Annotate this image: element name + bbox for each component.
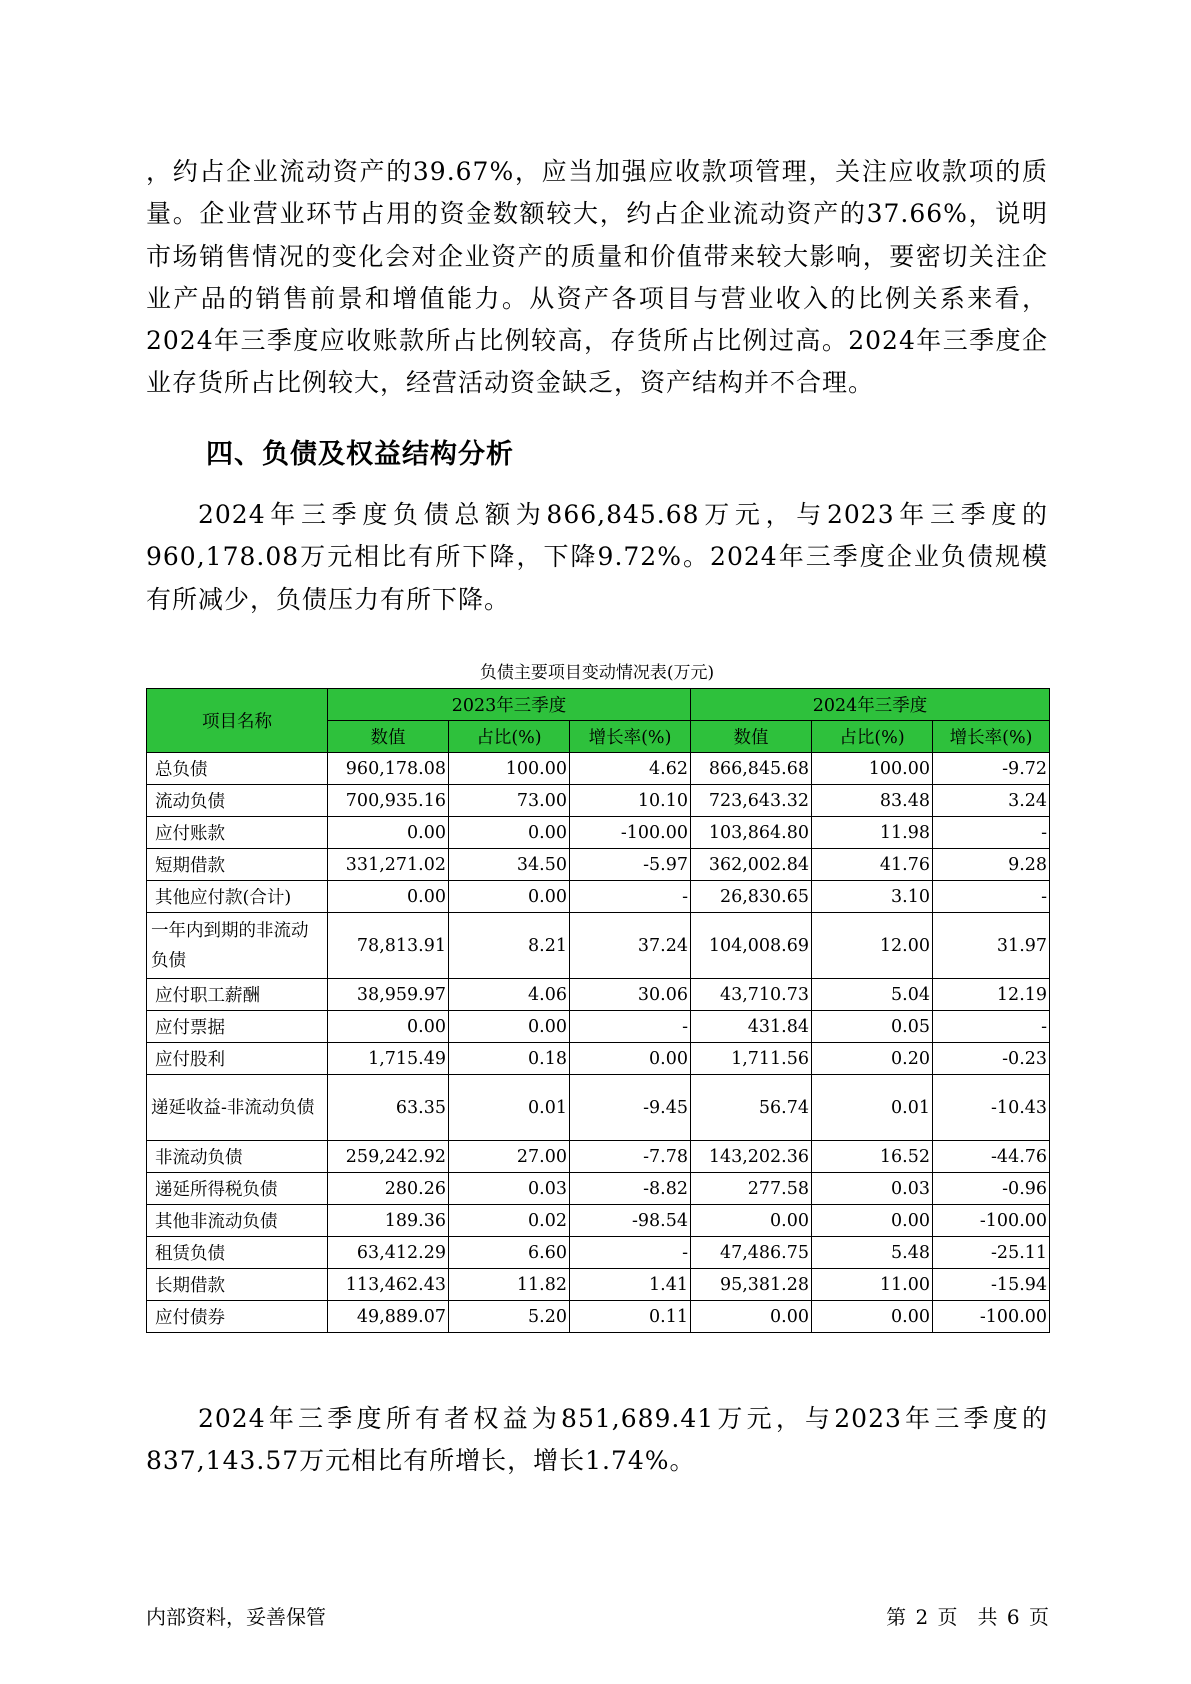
- row-value-cell: -5.97: [570, 849, 691, 881]
- paragraph-2-text: 2024年三季度负债总额为866,845.68万元，与2023年三季度的960,178.08万元相比有所下降，下降9.72%。2024年三季度企业负债规模有所减少，负债压力有所下降。: [146, 500, 1048, 614]
- row-value-cell: 280.26: [328, 1173, 449, 1205]
- row-value-cell: 34.50: [449, 849, 570, 881]
- row-value-cell: 0.20: [812, 1043, 933, 1075]
- row-value-cell: 31.97: [933, 913, 1050, 979]
- subheader-value: 数值: [691, 721, 812, 753]
- row-value-cell: 113,462.43: [328, 1269, 449, 1301]
- row-value-cell: 78,813.91: [328, 913, 449, 979]
- row-value-cell: -: [933, 881, 1050, 913]
- table-row: [147, 785, 1050, 817]
- row-value-cell: 0.00: [449, 817, 570, 849]
- row-item-name: 递延收益-非流动负债: [147, 1075, 328, 1141]
- table-caption: 负债主要项目变动情况表(万元): [479, 663, 715, 683]
- header-period-2023: 2023年三季度: [328, 689, 691, 721]
- table-row: [147, 1269, 1050, 1301]
- row-value-cell: 100.00: [449, 753, 570, 785]
- subheader-growth: 增长率(%): [570, 721, 691, 753]
- table-header-row: [147, 689, 1050, 721]
- row-value-cell: 41.76: [812, 849, 933, 881]
- paragraph-liabilities: [146, 494, 1048, 621]
- row-value-cell: -10.43: [933, 1075, 1050, 1141]
- row-value-cell: 6.60: [449, 1237, 570, 1269]
- row-value-cell: -100.00: [570, 817, 691, 849]
- table-row: [147, 1141, 1050, 1173]
- row-value-cell: 0.01: [812, 1075, 933, 1141]
- subheader-growth: 增长率(%): [933, 721, 1050, 753]
- row-value-cell: -: [933, 1011, 1050, 1043]
- row-item-name: 应付票据: [147, 1011, 328, 1043]
- row-value-cell: 5.20: [449, 1301, 570, 1333]
- row-value-cell: 143,202.36: [691, 1141, 812, 1173]
- row-item-name: 短期借款: [147, 849, 328, 881]
- table-row: [147, 1043, 1050, 1075]
- section-heading: 四、负债及权益结构分析: [206, 439, 514, 470]
- row-value-cell: 5.04: [812, 979, 933, 1011]
- row-value-cell: 4.06: [449, 979, 570, 1011]
- row-item-name: 应付债券: [147, 1301, 328, 1333]
- row-value-cell: 63,412.29: [328, 1237, 449, 1269]
- row-value-cell: -: [570, 881, 691, 913]
- row-value-cell: 0.18: [449, 1043, 570, 1075]
- row-value-cell: 1.41: [570, 1269, 691, 1301]
- row-value-cell: 4.62: [570, 753, 691, 785]
- row-value-cell: 0.03: [812, 1173, 933, 1205]
- table-row: [147, 753, 1050, 785]
- table-row: [147, 913, 1050, 979]
- subheader-ratio: 占比(%): [812, 721, 933, 753]
- row-value-cell: 8.21: [449, 913, 570, 979]
- row-item-name: 递延所得税负债: [147, 1173, 328, 1205]
- table-row: [147, 979, 1050, 1011]
- row-value-cell: 0.02: [449, 1205, 570, 1237]
- table-row: [147, 1075, 1050, 1141]
- table-row: [147, 817, 1050, 849]
- row-value-cell: -: [570, 1011, 691, 1043]
- row-value-cell: 43,710.73: [691, 979, 812, 1011]
- row-value-cell: 11.98: [812, 817, 933, 849]
- row-value-cell: -: [933, 817, 1050, 849]
- row-value-cell: 700,935.16: [328, 785, 449, 817]
- row-value-cell: 73.00: [449, 785, 570, 817]
- row-value-cell: 3.24: [933, 785, 1050, 817]
- row-value-cell: 866,845.68: [691, 753, 812, 785]
- row-value-cell: 5.48: [812, 1237, 933, 1269]
- row-value-cell: 12.19: [933, 979, 1050, 1011]
- row-value-cell: 11.82: [449, 1269, 570, 1301]
- table-body: [147, 753, 1050, 1333]
- row-value-cell: 331,271.02: [328, 849, 449, 881]
- table-row: [147, 1205, 1050, 1237]
- table-row: [147, 881, 1050, 913]
- row-value-cell: 38,959.97: [328, 979, 449, 1011]
- row-item-name: 应付账款: [147, 817, 328, 849]
- row-value-cell: 12.00: [812, 913, 933, 979]
- paragraph-assets-continued: [146, 151, 1048, 405]
- row-value-cell: -0.23: [933, 1043, 1050, 1075]
- row-item-name: 租赁负债: [147, 1237, 328, 1269]
- table-row: [147, 1011, 1050, 1043]
- row-value-cell: 0.03: [449, 1173, 570, 1205]
- row-value-cell: 0.00: [449, 1011, 570, 1043]
- subheader-value: 数值: [328, 721, 449, 753]
- row-value-cell: 431.84: [691, 1011, 812, 1043]
- table-row: [147, 1301, 1050, 1333]
- row-value-cell: 3.10: [812, 881, 933, 913]
- row-value-cell: 0.00: [691, 1205, 812, 1237]
- row-value-cell: -100.00: [933, 1301, 1050, 1333]
- row-value-cell: 189.36: [328, 1205, 449, 1237]
- header-item-name: 项目名称: [147, 689, 328, 753]
- row-value-cell: -9.72: [933, 753, 1050, 785]
- row-value-cell: 0.00: [328, 817, 449, 849]
- row-value-cell: 95,381.28: [691, 1269, 812, 1301]
- row-value-cell: -: [570, 1237, 691, 1269]
- footer-page-number: 第 2 页 共 6 页: [886, 1605, 1049, 1629]
- header-period-2024: 2024年三季度: [691, 689, 1050, 721]
- row-value-cell: 0.00: [328, 881, 449, 913]
- table-row: [147, 1237, 1050, 1269]
- row-item-name: 应付职工薪酬: [147, 979, 328, 1011]
- row-value-cell: 0.11: [570, 1301, 691, 1333]
- row-value-cell: 56.74: [691, 1075, 812, 1141]
- paragraph-1-text: ，约占企业流动资产的39.67%，应当加强应收款项管理，关注应收款项的质量。企业营业环节占用的资金数额较大，约占企业流动资产的37.66%，说明市场销售情况的变化会对企业资产的质量和价值带来较大影响，要密切关注企业产品的销售前景和增值能力。从资产各项目与营业收入的比例关系来看，2024年三季度应收账款所占比例较高，存货所占比例过高。2024年三季度企业存货所占比例较大，经营活动资金缺乏，资产结构并不合理。: [146, 157, 1048, 398]
- paragraph-equity: [146, 1398, 1048, 1483]
- row-value-cell: 0.00: [328, 1011, 449, 1043]
- row-value-cell: 0.05: [812, 1011, 933, 1043]
- row-value-cell: 83.48: [812, 785, 933, 817]
- row-item-name: 流动负债: [147, 785, 328, 817]
- row-value-cell: 16.52: [812, 1141, 933, 1173]
- row-item-name: 总负债: [147, 753, 328, 785]
- row-value-cell: 0.00: [449, 881, 570, 913]
- row-value-cell: -44.76: [933, 1141, 1050, 1173]
- row-value-cell: 1,715.49: [328, 1043, 449, 1075]
- paragraph-3-text: 2024年三季度所有者权益为851,689.41万元，与2023年三季度的837,143.57万元相比有所增长，增长1.74%。: [146, 1404, 1048, 1476]
- row-value-cell: 27.00: [449, 1141, 570, 1173]
- row-item-name: 其他应付款(合计): [147, 881, 328, 913]
- row-value-cell: 26,830.65: [691, 881, 812, 913]
- row-value-cell: -0.96: [933, 1173, 1050, 1205]
- row-value-cell: 723,643.32: [691, 785, 812, 817]
- footer-confidential-note: 内部资料，妥善保管: [146, 1605, 326, 1629]
- row-value-cell: 11.00: [812, 1269, 933, 1301]
- table-row: [147, 849, 1050, 881]
- row-value-cell: 960,178.08: [328, 753, 449, 785]
- row-value-cell: -98.54: [570, 1205, 691, 1237]
- row-value-cell: 100.00: [812, 753, 933, 785]
- row-value-cell: 103,864.80: [691, 817, 812, 849]
- row-value-cell: 0.00: [812, 1301, 933, 1333]
- row-value-cell: 49,889.07: [328, 1301, 449, 1333]
- row-value-cell: -100.00: [933, 1205, 1050, 1237]
- row-value-cell: 10.10: [570, 785, 691, 817]
- row-value-cell: -25.11: [933, 1237, 1050, 1269]
- row-value-cell: -7.78: [570, 1141, 691, 1173]
- row-value-cell: 0.00: [812, 1205, 933, 1237]
- row-value-cell: -8.82: [570, 1173, 691, 1205]
- row-value-cell: -9.45: [570, 1075, 691, 1141]
- row-value-cell: 63.35: [328, 1075, 449, 1141]
- row-value-cell: 0.00: [570, 1043, 691, 1075]
- liabilities-table: [146, 688, 1050, 1333]
- row-value-cell: 1,711.56: [691, 1043, 812, 1075]
- table-row: [147, 1173, 1050, 1205]
- row-value-cell: 30.06: [570, 979, 691, 1011]
- row-item-name: 长期借款: [147, 1269, 328, 1301]
- row-value-cell: 277.58: [691, 1173, 812, 1205]
- row-value-cell: 47,486.75: [691, 1237, 812, 1269]
- row-value-cell: 362,002.84: [691, 849, 812, 881]
- row-value-cell: 0.00: [691, 1301, 812, 1333]
- row-value-cell: 104,008.69: [691, 913, 812, 979]
- row-item-name: 应付股利: [147, 1043, 328, 1075]
- row-item-name: 其他非流动负债: [147, 1205, 328, 1237]
- row-item-name: 一年内到期的非流动负债: [147, 913, 328, 979]
- row-value-cell: 37.24: [570, 913, 691, 979]
- row-value-cell: 259,242.92: [328, 1141, 449, 1173]
- subheader-ratio: 占比(%): [449, 721, 570, 753]
- row-value-cell: 9.28: [933, 849, 1050, 881]
- row-item-name: 非流动负债: [147, 1141, 328, 1173]
- row-value-cell: 0.01: [449, 1075, 570, 1141]
- row-value-cell: -15.94: [933, 1269, 1050, 1301]
